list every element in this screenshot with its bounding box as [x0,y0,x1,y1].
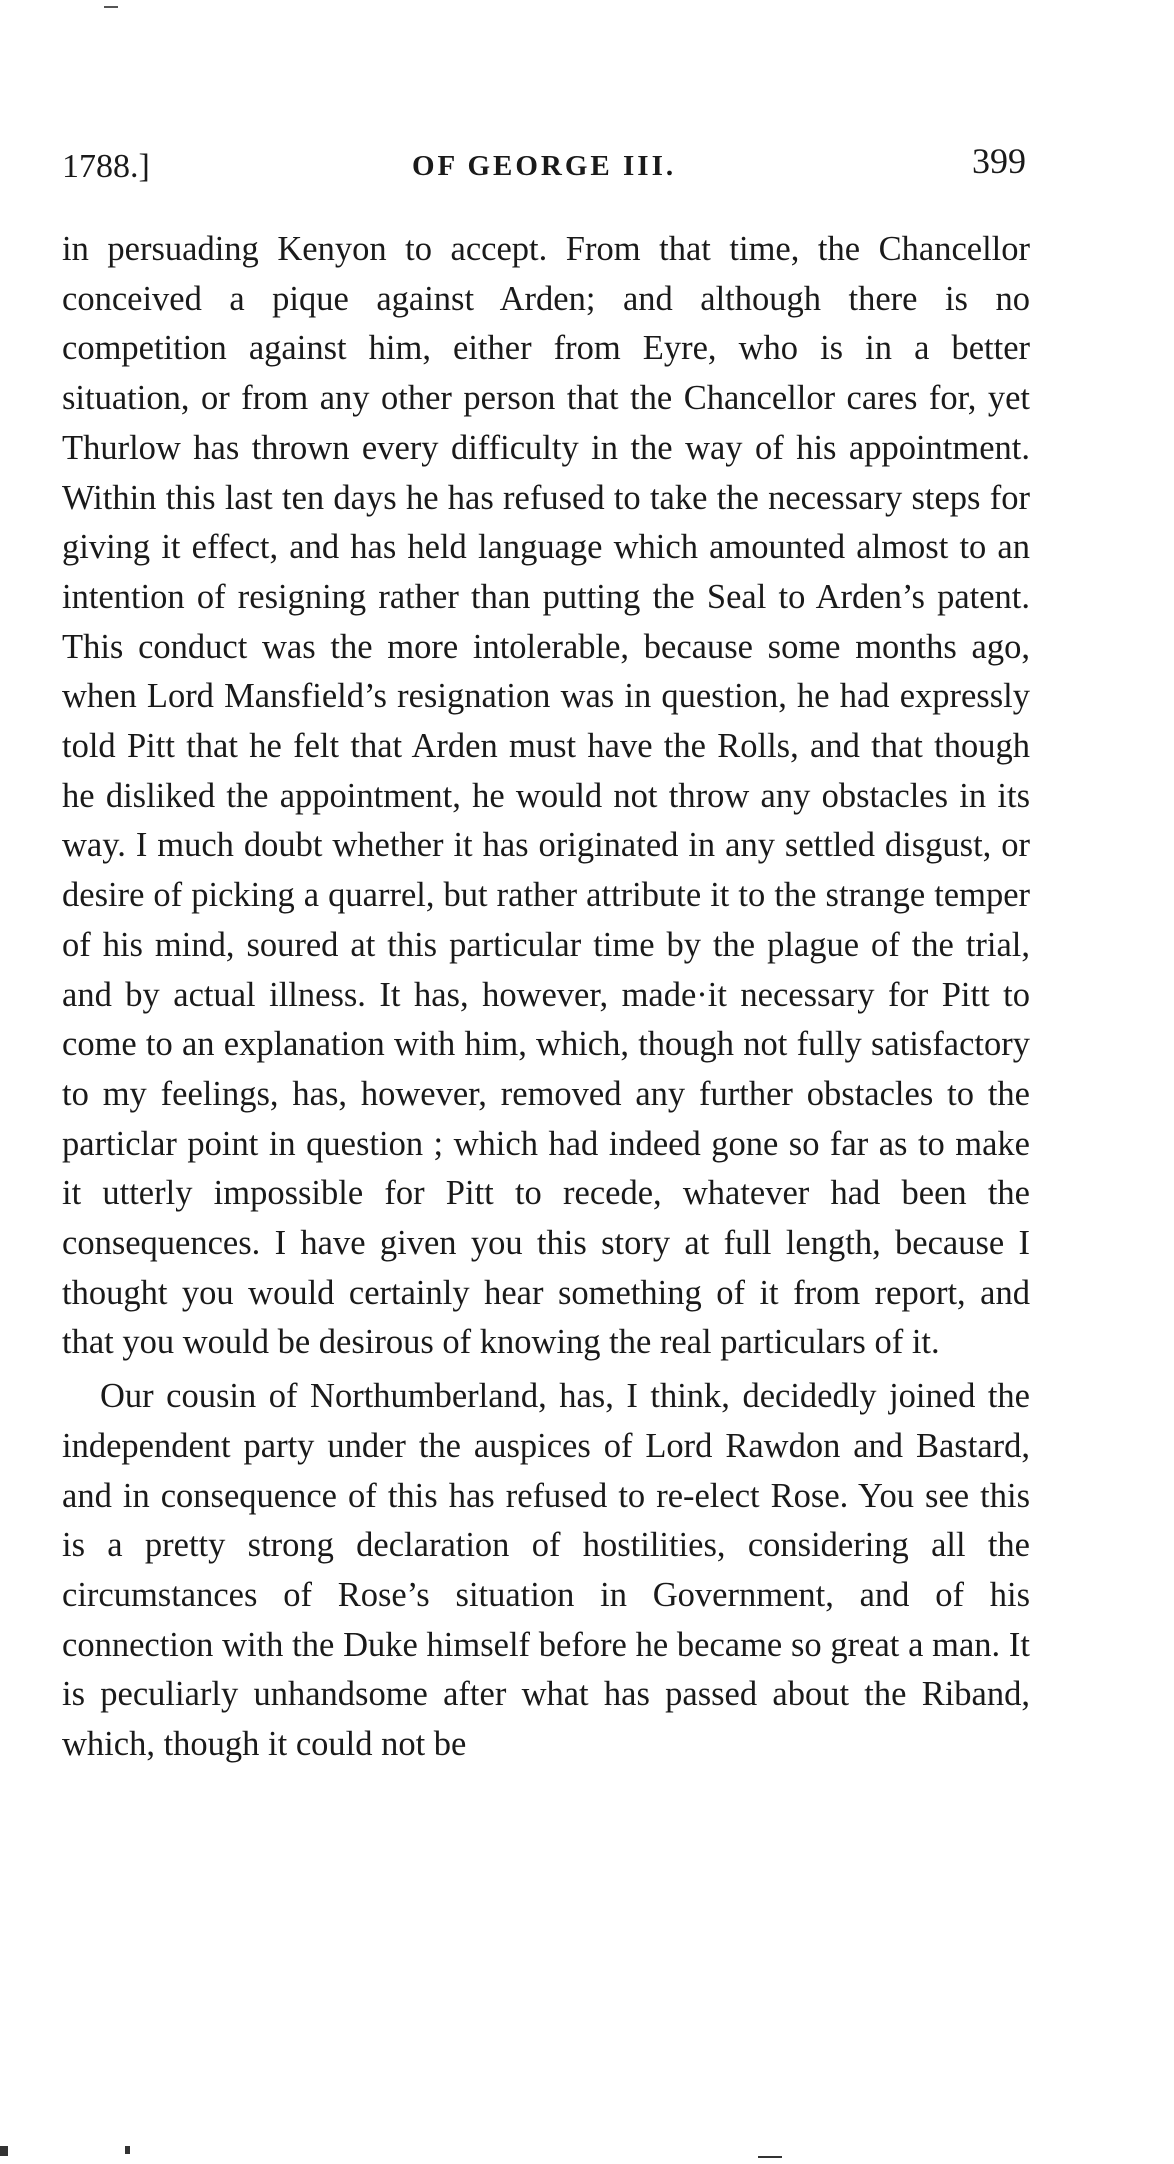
scan-mark [125,2146,130,2154]
header-year: 1788.] [62,148,150,185]
body-text [62,225,1030,1770]
scan-mark [104,6,118,8]
paragraph: Our cousin of Northumberland, has, I think, decidedly joined the independent party under the auspices of Lord Rawdon and Bastard, and in consequence of this has refused to re-elect Rose. You see this is a pretty strong declaration of hostilities, considering all the circumstances of Rose’s situation in Government, and of his connection with the Duke himself before he became so great a man. It is peculiarly unhandsome after what has passed about the Riband, which, though it could not be [62,1377,1030,1764]
running-header [62,140,1030,190]
scan-mark [0,2146,8,2156]
scan-mark [758,2156,782,2158]
page-number: 399 [972,141,1026,181]
paragraph: in persuading Kenyon to accept. From that time, the Chancellor conceived a pique against Arden; and although there is no competition against him, either from Eyre, who is in a better situation, or from any other person that the Chancellor cares for, yet Thurlow has thrown every difficulty in the way of his appointment. Within this last ten days he has refused to take the necessary steps for giving it effect, and has held language which amounted almost to an intention of resigning rather than putting the Seal to Arden’s patent. This conduct was the more intolerable, because some months ago, when Lord Mansfield’s resignation was in question, he had expressly told Pitt that he felt that Arden must have the Rolls, and that though he disliked the appointment, he would not throw any obstacles in its way. I much doubt whether it has originated in any settled disgust, or desire of picking a quarrel, but rather attribute it to the strange temper of his mind, soured at this particular time by the plague of the trial, and by actual illness. It has, however, made·it necessary for Pitt to come to an explanation with him, which, though not fully satisfactory to my feelings, has, however, removed any further obstacles to the particlar point in question ; which had indeed gone so far as to make it utterly impossible for Pitt to recede, whatever had been the consequences. I have given you this story at full length, because I thought you would certainly hear something of it from report, and that you would be desirous of knowing the real particulars of it. [62,230,1030,1362]
header-title: OF GEORGE III. [412,150,677,182]
